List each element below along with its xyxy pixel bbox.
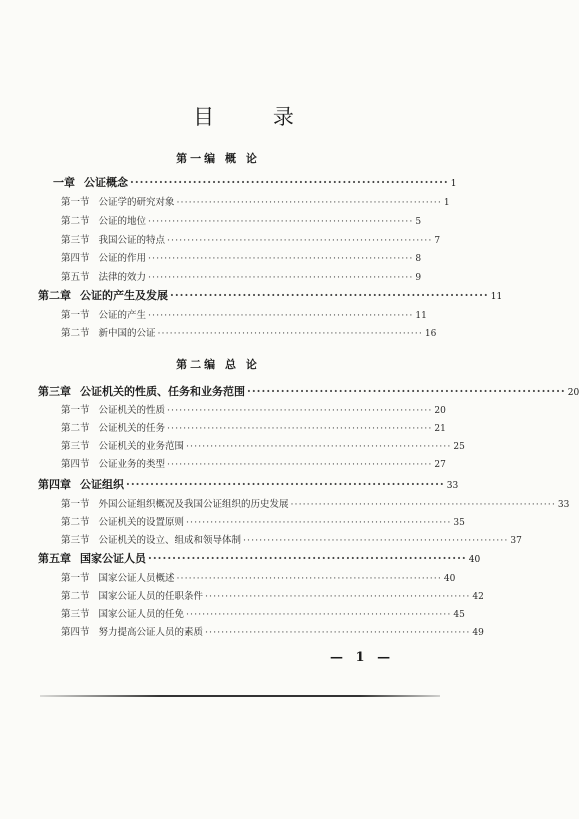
page-number: 40	[468, 555, 481, 565]
toc-chapter[interactable]	[53, 175, 457, 191]
leader-dots: ··································································	[157, 328, 423, 339]
section-number: 第一节	[61, 197, 90, 208]
chapter-title: 公证组织	[80, 478, 124, 491]
section-title: 公证机关的业务范围	[98, 441, 185, 452]
page-number: 11	[415, 311, 427, 321]
chapter-title: 公证概念	[84, 176, 128, 189]
section-number: 第三节	[61, 235, 90, 246]
toc-section[interactable]	[61, 421, 446, 437]
bottom-rule	[40, 695, 440, 697]
leader-dots: ··································································	[167, 405, 433, 416]
toc-chapter[interactable]	[38, 384, 579, 400]
section-title: 公证机关的性质	[98, 405, 166, 416]
leader-dots: ··································································	[148, 272, 414, 283]
leader-dots: ··································································	[186, 609, 452, 620]
page-number: 27	[434, 460, 446, 470]
section-number: 第一节	[61, 310, 90, 321]
page-number: 25	[453, 442, 465, 452]
chapter-number: 第五章	[38, 552, 71, 565]
section-title: 公证业务的类型	[98, 459, 166, 470]
section-number: 第三节	[61, 535, 90, 546]
section-title: 公证学的研究对象	[98, 197, 175, 208]
part-heading-1: 第一编 概 论	[176, 152, 260, 165]
toc-section[interactable]	[61, 308, 427, 324]
section-title: 我国公证的特点	[98, 235, 166, 246]
toc-section[interactable]	[61, 457, 446, 473]
leader-dots: ··································································	[148, 253, 414, 264]
section-title: 新中国的公证	[98, 328, 156, 339]
footer-page-number: — 1 —	[330, 650, 395, 665]
page-number: 1	[450, 179, 457, 189]
section-title: 国家公证人员的任职条件	[98, 591, 204, 602]
page-number: 1	[443, 198, 450, 208]
page-number: 35	[453, 518, 465, 528]
part-heading-2: 第二编 总 论	[176, 358, 260, 371]
section-number: 第三节	[61, 441, 90, 452]
page-number: 49	[472, 628, 484, 638]
toc-section[interactable]	[61, 589, 484, 605]
page-number: 16	[424, 329, 437, 339]
chapter-title: 公证的产生及发展	[80, 289, 168, 302]
leader-dots: ··································································	[186, 517, 452, 528]
toc-section[interactable]	[61, 497, 570, 513]
page-number: 20	[434, 406, 446, 416]
page-number: 9	[415, 273, 422, 283]
section-title: 公证机关的设置原则	[98, 517, 185, 528]
page-number: 33	[446, 481, 459, 491]
section-number: 第四节	[61, 459, 90, 470]
leader-dots: ··································································	[148, 552, 467, 565]
toc-section[interactable]	[61, 515, 465, 531]
leader-dots: ··································································	[176, 573, 442, 584]
leader-dots: ··································································	[167, 423, 433, 434]
page-number: 21	[434, 424, 446, 434]
section-number: 第四节	[61, 253, 90, 264]
section-title: 法律的效力	[98, 272, 147, 283]
section-title: 公证的产生	[98, 310, 147, 321]
toc-section[interactable]	[61, 625, 484, 641]
section-number: 第一节	[61, 405, 90, 416]
page-title: 目 录	[193, 105, 320, 129]
chapter-number: 第三章	[38, 385, 71, 398]
page-number: 11	[490, 292, 503, 302]
page-number: 7	[434, 236, 441, 246]
leader-dots: ··································································	[186, 441, 452, 452]
toc-section[interactable]	[61, 571, 456, 587]
section-number: 第二节	[61, 328, 90, 339]
section-number: 第二节	[61, 423, 90, 434]
toc-section[interactable]	[61, 195, 450, 211]
page-number: 5	[415, 217, 422, 227]
leader-dots: ··································································	[130, 176, 449, 189]
toc-section[interactable]	[61, 214, 422, 230]
section-title: 公证的地位	[98, 216, 147, 227]
leader-dots: ··································································	[205, 627, 471, 638]
leader-dots: ··································································	[290, 499, 556, 510]
section-title: 国家公证人员概述	[98, 573, 175, 584]
page-number: 20	[567, 388, 579, 398]
section-number: 第五节	[61, 272, 90, 283]
chapter-title: 国家公证人员	[80, 552, 146, 565]
toc-section[interactable]	[61, 233, 441, 249]
leader-dots: ··································································	[167, 459, 433, 470]
section-title: 外国公证组织概况及我国公证组织的历史发展	[98, 499, 289, 510]
toc-section[interactable]	[61, 439, 465, 455]
section-number: 第三节	[61, 609, 90, 620]
section-number: 第二节	[61, 591, 90, 602]
section-number: 第一节	[61, 499, 90, 510]
leader-dots: ··································································	[247, 385, 566, 398]
chapter-number: 第四章	[38, 478, 71, 491]
page-number: 42	[472, 592, 484, 602]
page-number: 33	[557, 500, 570, 510]
toc-section[interactable]	[61, 607, 465, 623]
toc-chapter[interactable]	[38, 477, 459, 493]
leader-dots: ··································································	[126, 478, 445, 491]
chapter-number: 第二章	[38, 289, 71, 302]
toc-chapter[interactable]	[38, 288, 503, 304]
leader-dots: ··································································	[243, 535, 509, 546]
chapter-title: 公证机关的性质、任务和业务范围	[80, 385, 245, 398]
toc-section[interactable]	[61, 533, 522, 549]
chapter-number: 一章	[53, 176, 75, 189]
section-title: 公证机关的任务	[98, 423, 166, 434]
section-title: 公证的作用	[98, 253, 147, 264]
page-number: 37	[510, 536, 522, 546]
leader-dots: ··································································	[205, 591, 471, 602]
toc-section[interactable]	[61, 270, 422, 286]
section-title: 国家公证人员的任免	[98, 609, 185, 620]
leader-dots: ··································································	[148, 310, 414, 321]
toc-section[interactable]	[61, 251, 422, 267]
leader-dots: ··································································	[148, 216, 414, 227]
page-number: 45	[453, 610, 465, 620]
leader-dots: ··································································	[176, 197, 442, 208]
section-title: 努力提高公证人员的素质	[98, 627, 204, 638]
toc-section[interactable]	[61, 403, 446, 419]
section-number: 第二节	[61, 216, 90, 227]
section-title: 公证机关的设立、组成和领导体制	[98, 535, 242, 546]
leader-dots: ··································································	[167, 235, 433, 246]
section-number: 第四节	[61, 627, 90, 638]
section-number: 第一节	[61, 573, 90, 584]
toc-chapter[interactable]	[38, 551, 481, 567]
leader-dots: ··································································	[170, 289, 489, 302]
section-number: 第二节	[61, 517, 90, 528]
toc-section[interactable]	[61, 326, 437, 342]
page-number: 40	[443, 574, 456, 584]
page-number: 8	[415, 254, 422, 264]
